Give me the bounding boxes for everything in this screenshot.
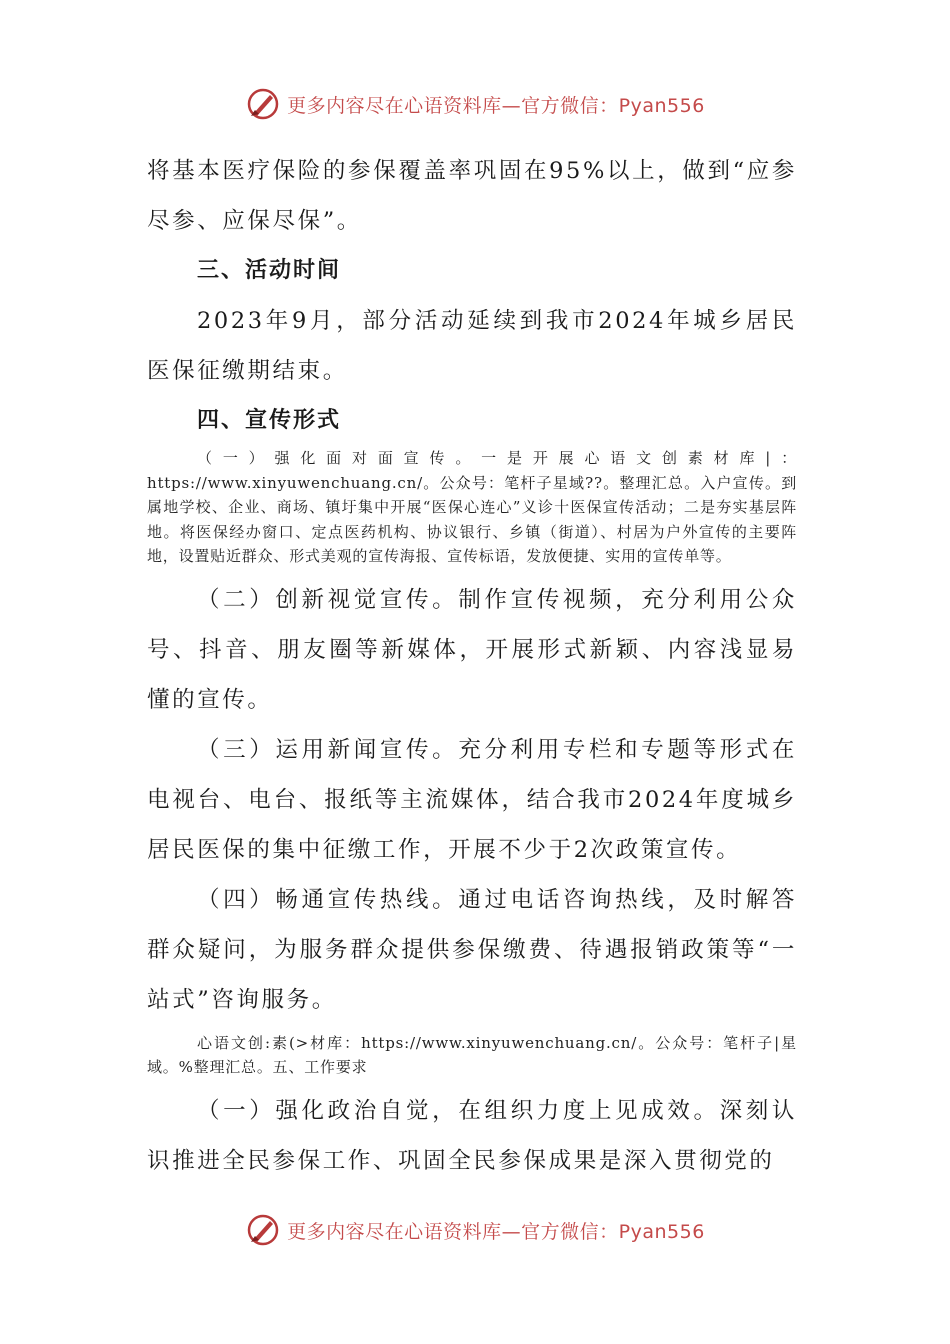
paragraph-news-publicity: （三）运用新闻宣传。充分利用专栏和专题等形式在电视台、电台、报纸等主流媒体，结合我市2024年度城乡居民医保的集中征缴工作，开展不少于2次政策宣传。: [147, 736, 797, 863]
pen-seal-logo-icon: [245, 86, 281, 122]
paragraph-activity-time: 2023年9月，部分活动延续到我市2024年城乡居民医保征缴期结束。: [147, 308, 797, 384]
document-body: [147, 146, 797, 1186]
paragraph-visual-publicity: （二）创新视觉宣传。制作宣传视频，充分利用公众号、抖音、朋友圈等新媒体，开展形式新颖、内容浅显易懂的宣传。: [147, 586, 797, 713]
header-banner: [0, 84, 950, 124]
paragraph-coverage: 将基本医疗保险的参保覆盖率巩固在95%以上，做到“应参尽参、应保尽保”。: [147, 158, 797, 234]
banner-text: 更多内容尽在心语资料库—官方微信：Pyan556: [287, 1220, 705, 1243]
paragraph-watermark-note: 心语文创:素(>材库：https://www.xinyuwenchuang.cn/。公众号：笔杆子|星域。%整理汇总。五、工作要求: [147, 1033, 797, 1076]
paragraph-hotline: （四）畅通宣传热线。通过电话咨询热线，及时解答群众疑问，为服务群众提供参保缴费、待遇报销政策等“一站式”咨询服务。: [147, 886, 797, 1013]
footer-banner: [0, 1210, 950, 1250]
section-heading-activity-time: 三、活动时间: [197, 258, 342, 283]
pen-seal-logo-icon: [245, 1212, 281, 1248]
paragraph-work-requirements: （一）强化政治自觉，在组织力度上见成效。深刻认识推进全民参保工作、巩固全民参保成果是深入贯彻党的: [147, 1097, 797, 1174]
banner-text: 更多内容尽在心语资料库—官方微信：Pyan556: [287, 94, 705, 117]
paragraph-face-to-face: （一）强化面对面宣传。一是开展心语文创素材库|：https://www.xinyuwenchuang.cn/。公众号：笔杆子星域??。整理汇总。入户宣传。到属地学校、企业、商场、镇圩集中开展“医保心连心”义诊十医保宣传活动；二是夯实基层阵地。将医保经办窗口、定点医药机构、协议银行、乡镇（街道）、村居为户外宣传的主要阵地，设置贴近群众、形式美观的宣传海报、宣传标语，发放便捷、实用的宣传单等。: [147, 449, 797, 565]
section-heading-publicity-forms: 四、宣传形式: [197, 408, 342, 433]
